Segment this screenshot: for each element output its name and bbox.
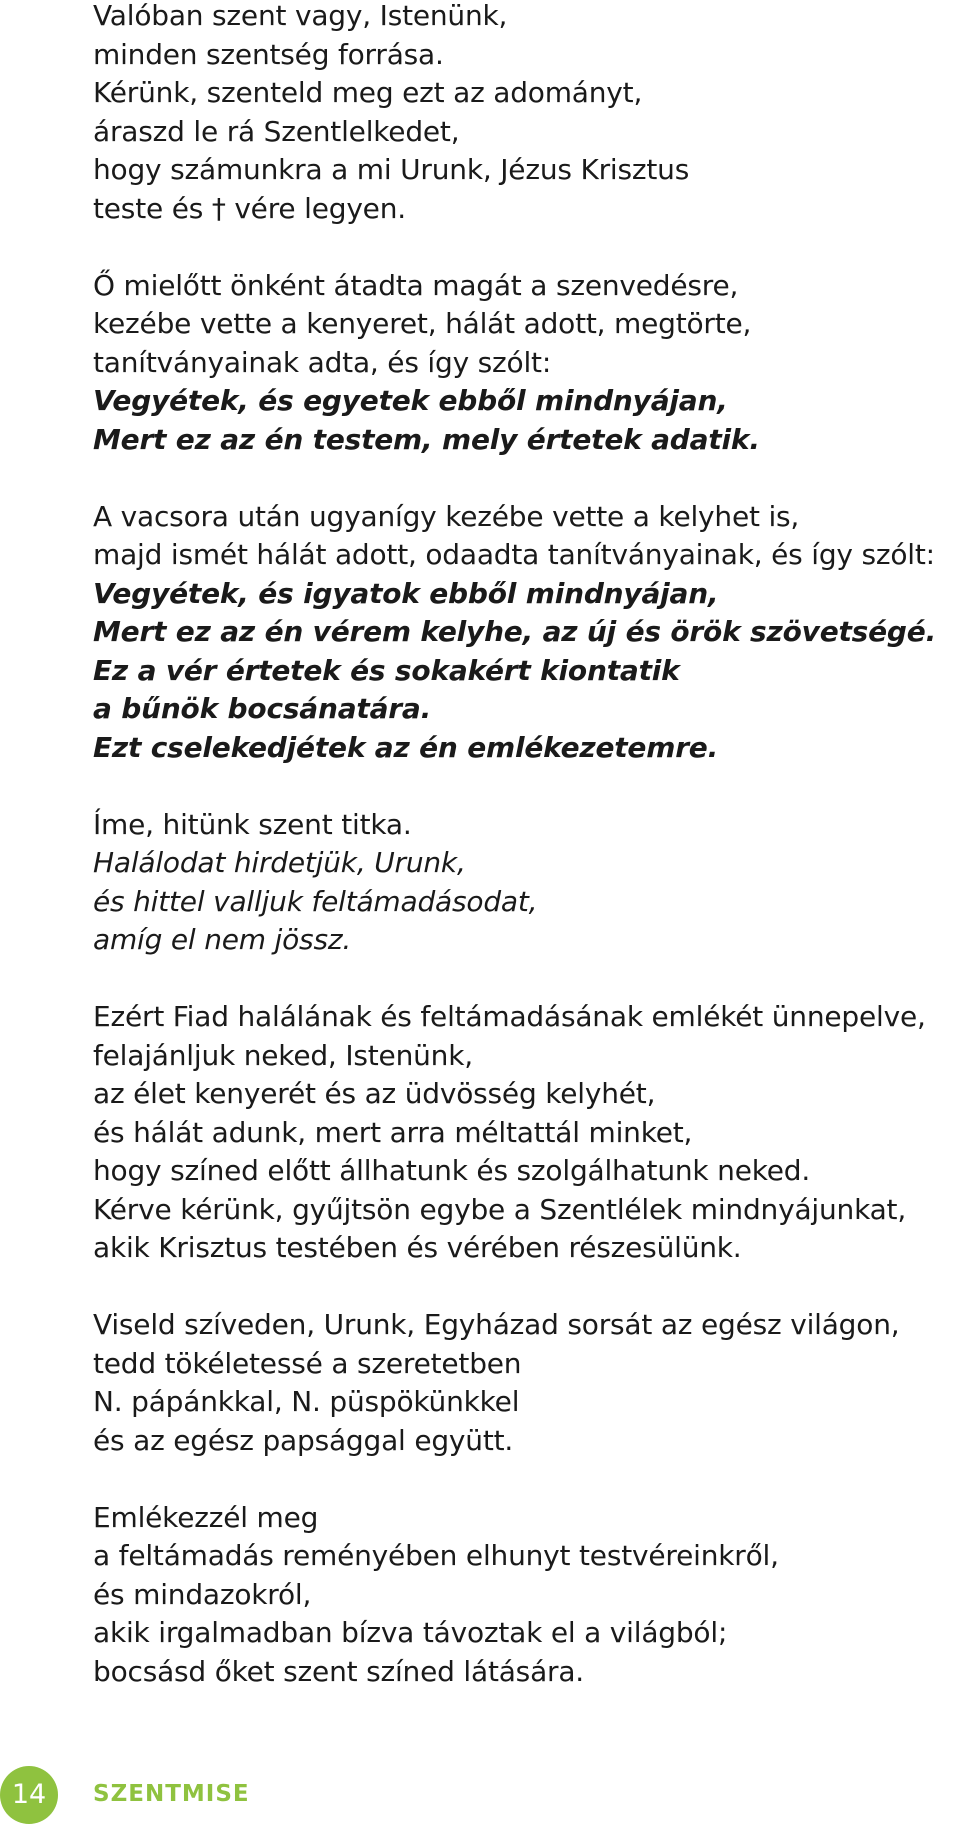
text-line: Valóban szent vagy, Istenünk, xyxy=(93,0,508,32)
text-line: áraszd le rá Szentlelkedet, xyxy=(93,114,460,148)
stanza xyxy=(93,0,953,228)
emphasized-text-line: Vegyétek, és egyetek ebből mindnyájan, xyxy=(93,384,728,417)
text-line: hogy színed előtt állhatunk és szolgálhatunk neked. xyxy=(93,1154,811,1187)
text-line: a feltámadás reményében elhunyt testvéreinkről, xyxy=(93,1539,779,1572)
stanza xyxy=(93,1306,953,1460)
text-line: az élet kenyerét és az üdvösség kelyhét, xyxy=(93,1077,656,1110)
stanza xyxy=(93,806,953,960)
text-line: A vacsora után ugyanígy kezébe vette a kelyhet is, xyxy=(93,499,800,533)
emphasized-text-line: a bűnök bocsánatára. xyxy=(93,692,432,725)
text-line: tedd tökéletessé a szeretetben xyxy=(93,1346,522,1380)
emphasized-text-line: Ez a vér értetek és sokakért kiontatik xyxy=(93,653,680,687)
section-label: SZENTMISE xyxy=(93,1781,250,1807)
text-line: Viseld szíveden, Urunk, Egyházad sorsát az egész világon, xyxy=(93,1308,900,1341)
text-line: Emlékezzél meg xyxy=(93,1500,319,1534)
text-line: Íme, hitünk szent titka. xyxy=(93,807,412,841)
stanza xyxy=(93,998,953,1268)
emphasized-text-line: amíg el nem jössz. xyxy=(93,923,352,956)
text-line: akik Krisztus testében és vérében részesülünk. xyxy=(93,1231,742,1264)
emphasized-text-line: Mert ez az én vérem kelyhe, az új és örök szövetségé. xyxy=(93,615,937,648)
text-line: kezébe vette a kenyeret, hálát adott, megtörte, xyxy=(93,307,752,340)
text-line: minden szentség forrása. xyxy=(93,37,444,71)
text-line: Ezért Fiad halálának és feltámadásának emlékét ünnepelve, xyxy=(93,1000,926,1033)
emphasized-text-line: Ezt cselekedjétek az én emlékezetemre. xyxy=(93,730,719,764)
page-footer xyxy=(0,1766,960,1826)
emphasized-text-line: Halálodat hirdetjük, Urunk, xyxy=(93,846,466,879)
page-number-badge: 14 xyxy=(0,1766,58,1824)
text-line: Kérve kérünk, gyűjtsön egybe a Szentlélek mindnyájunkat, xyxy=(93,1192,907,1226)
text-line: hogy számunkra a mi Urunk, Jézus Krisztus xyxy=(93,153,690,186)
text-line: és mindazokról, xyxy=(93,1577,312,1611)
text-line: majd ismét hálát adott, odaadta tanítványainak, és így szólt: xyxy=(93,538,935,571)
text-line: Kérünk, szenteld meg ezt az adományt, xyxy=(93,76,643,109)
text-line: teste és † vére legyen. xyxy=(93,191,406,225)
stanza xyxy=(93,267,953,460)
text-line: és hálát adunk, mert arra méltattál minket, xyxy=(93,1115,693,1149)
text-line: bocsásd őket szent színed látására. xyxy=(93,1654,584,1688)
stanza xyxy=(93,498,953,768)
text-line: N. pápánkkal, N. püspökünkkel xyxy=(93,1385,520,1418)
stanza xyxy=(93,1499,953,1692)
emphasized-text-line: Vegyétek, és igyatok ebből mindnyájan, xyxy=(93,576,719,610)
emphasized-text-line: Mert ez az én testem, mely értetek adatik. xyxy=(93,422,760,456)
text-line: felajánljuk neked, Istenünk, xyxy=(93,1038,473,1072)
emphasized-text-line: és hittel valljuk feltámadásodat, xyxy=(93,884,538,918)
text-line: tanítványainak adta, és így szólt: xyxy=(93,345,552,379)
liturgy-text-body xyxy=(93,0,953,1691)
text-line: és az egész papsággal együtt. xyxy=(93,1423,514,1457)
text-line: akik irgalmadban bízva távoztak el a világból; xyxy=(93,1616,728,1649)
text-line: Ő mielőtt önként átadta magát a szenvedésre, xyxy=(93,268,739,302)
